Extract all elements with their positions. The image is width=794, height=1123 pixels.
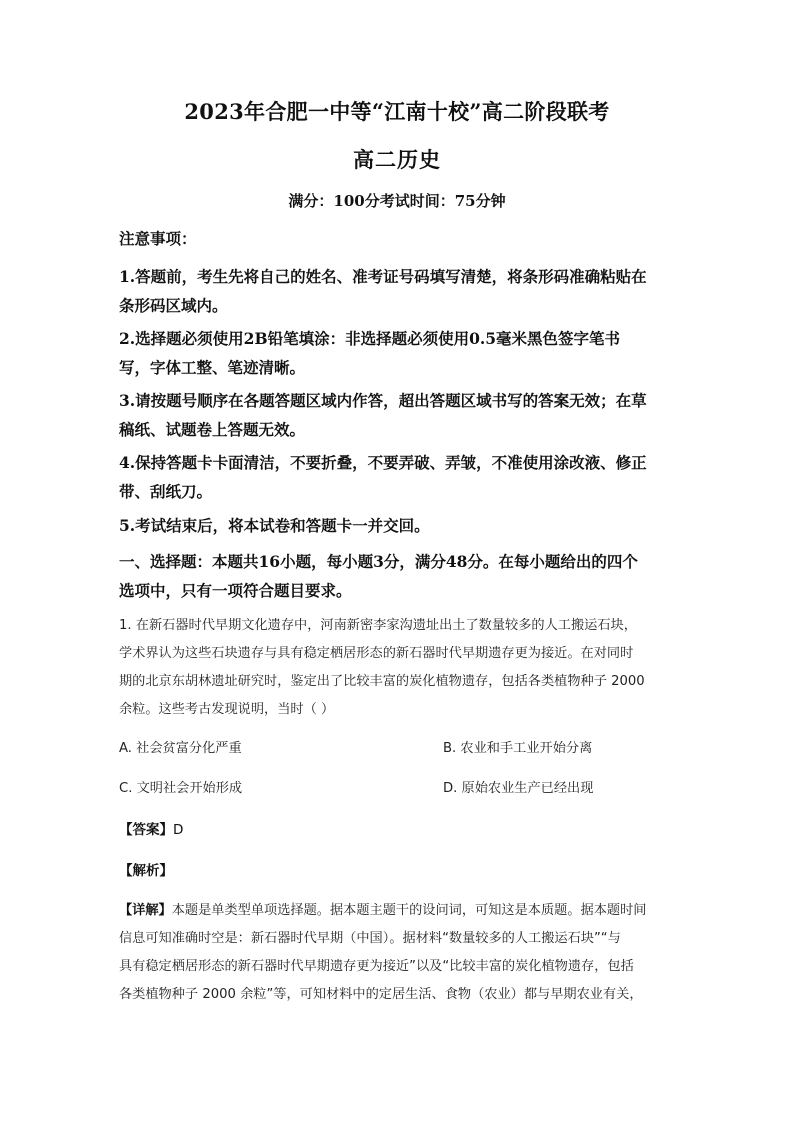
notice-item-4 <box>119 448 679 506</box>
notice-item-1 <box>119 262 679 320</box>
detail-line-4: 各类植物种子 2000 余粒”等，可知材料中的定居生活、食物（农业）都与早期农业有关， <box>119 987 643 1002</box>
detail-line-2: 信息可知准确时空是：新石器时代早期（中国）。据材料“数量较多的人工搬运石块”“与 <box>119 931 621 946</box>
section-heading <box>119 547 679 605</box>
section-heading-line-1: 一、选择题：本题共16小题，每小题3分，满分48分。在每小题给出的四个 <box>119 552 638 571</box>
notice-item-3 <box>119 386 679 444</box>
notice-heading: 注意事项： <box>119 229 197 248</box>
detail-line-3: 具有稳定栖居形态的新石器时代早期遗存更为接近”以及“比较丰富的炭化植物遗存，包括 <box>119 959 634 974</box>
notice-item-5-line-1: 5.考试结束后，将本试卷和答题卡一并交回。 <box>119 516 430 535</box>
notice-item-3-line-1: 3.请按题号顺序在各题答题区域内作答，超出答题区域书写的答案无效；在草 <box>119 391 647 410</box>
notice-item-2-line-2: 写，字体工整、笔迹清晰。 <box>119 358 306 377</box>
answer-row <box>119 818 183 838</box>
notice-item-3-line-2: 稿纸、试题卷上答题无效。 <box>119 420 306 439</box>
exam-title: 2023年合肥一中等“江南十校”高二阶段联考 <box>184 99 610 124</box>
option-c: C. 文明社会开始形成 <box>119 781 243 796</box>
analysis-label: 【解析】 <box>119 863 173 879</box>
notice-item-1-line-1: 1.答题前，考生先将自己的姓名、准考证号码填写清楚，将条形码准确粘贴在 <box>119 267 647 286</box>
detail-label: 【详解】 <box>119 903 172 918</box>
question-line-2: 学术界认为这些石块遗存与具有稳定栖居形态的新石器时代早期遗存更为接近。在对同时 <box>119 646 634 661</box>
score-time: 满分：100分考试时间：75分钟 <box>288 192 506 210</box>
section-heading-line-2: 选项中，只有一项符合题目要求。 <box>119 581 352 600</box>
analysis-row <box>119 859 173 879</box>
question-line-1: 1. 在新石器时代早期文化遗存中，河南新密李家沟遗址出土了数量较多的人工搬运石块， <box>119 618 637 633</box>
detail-line-1-text: 本题是单类型单项选择题。据本题主题干的设问词，可知这是本质题。据本题时间 <box>171 903 647 918</box>
notice-item-4-line-2: 带、刮纸刀。 <box>119 482 213 501</box>
subject-title: 高二历史 <box>353 147 441 172</box>
notice-item-1-line-2: 条形码区域内。 <box>119 296 228 315</box>
notice-item-5 <box>119 511 679 540</box>
option-d: D. 原始农业生产已经出现 <box>443 781 594 796</box>
question-1-stem <box>119 612 679 724</box>
answer-label: 【答案】 <box>119 822 173 838</box>
notice-item-2 <box>119 324 679 382</box>
notice-item-2-line-1: 2.选择题必须使用2B铅笔填涂：非选择题必须使用0.5毫米黑色签字笔书 <box>119 329 621 348</box>
question-line-3: 期的北京东胡林遗址研究时，鉴定出了比较丰富的炭化植物遗存，包括各类植物种子 2000 <box>119 674 645 689</box>
detail-line-1 <box>119 897 679 925</box>
notice-item-4-line-1: 4.保持答题卡卡面清洁，不要折叠，不要弄破、弄皱，不准使用涂改液、修正 <box>119 453 647 472</box>
option-a: A. 社会贫富分化严重 <box>119 741 242 756</box>
detail-block <box>119 897 679 1009</box>
answer-value: D <box>173 822 184 838</box>
question-line-4: 余粒。这些考古发现说明，当时（ ） <box>119 702 335 717</box>
option-b: B. 农业和手工业开始分离 <box>443 741 593 756</box>
